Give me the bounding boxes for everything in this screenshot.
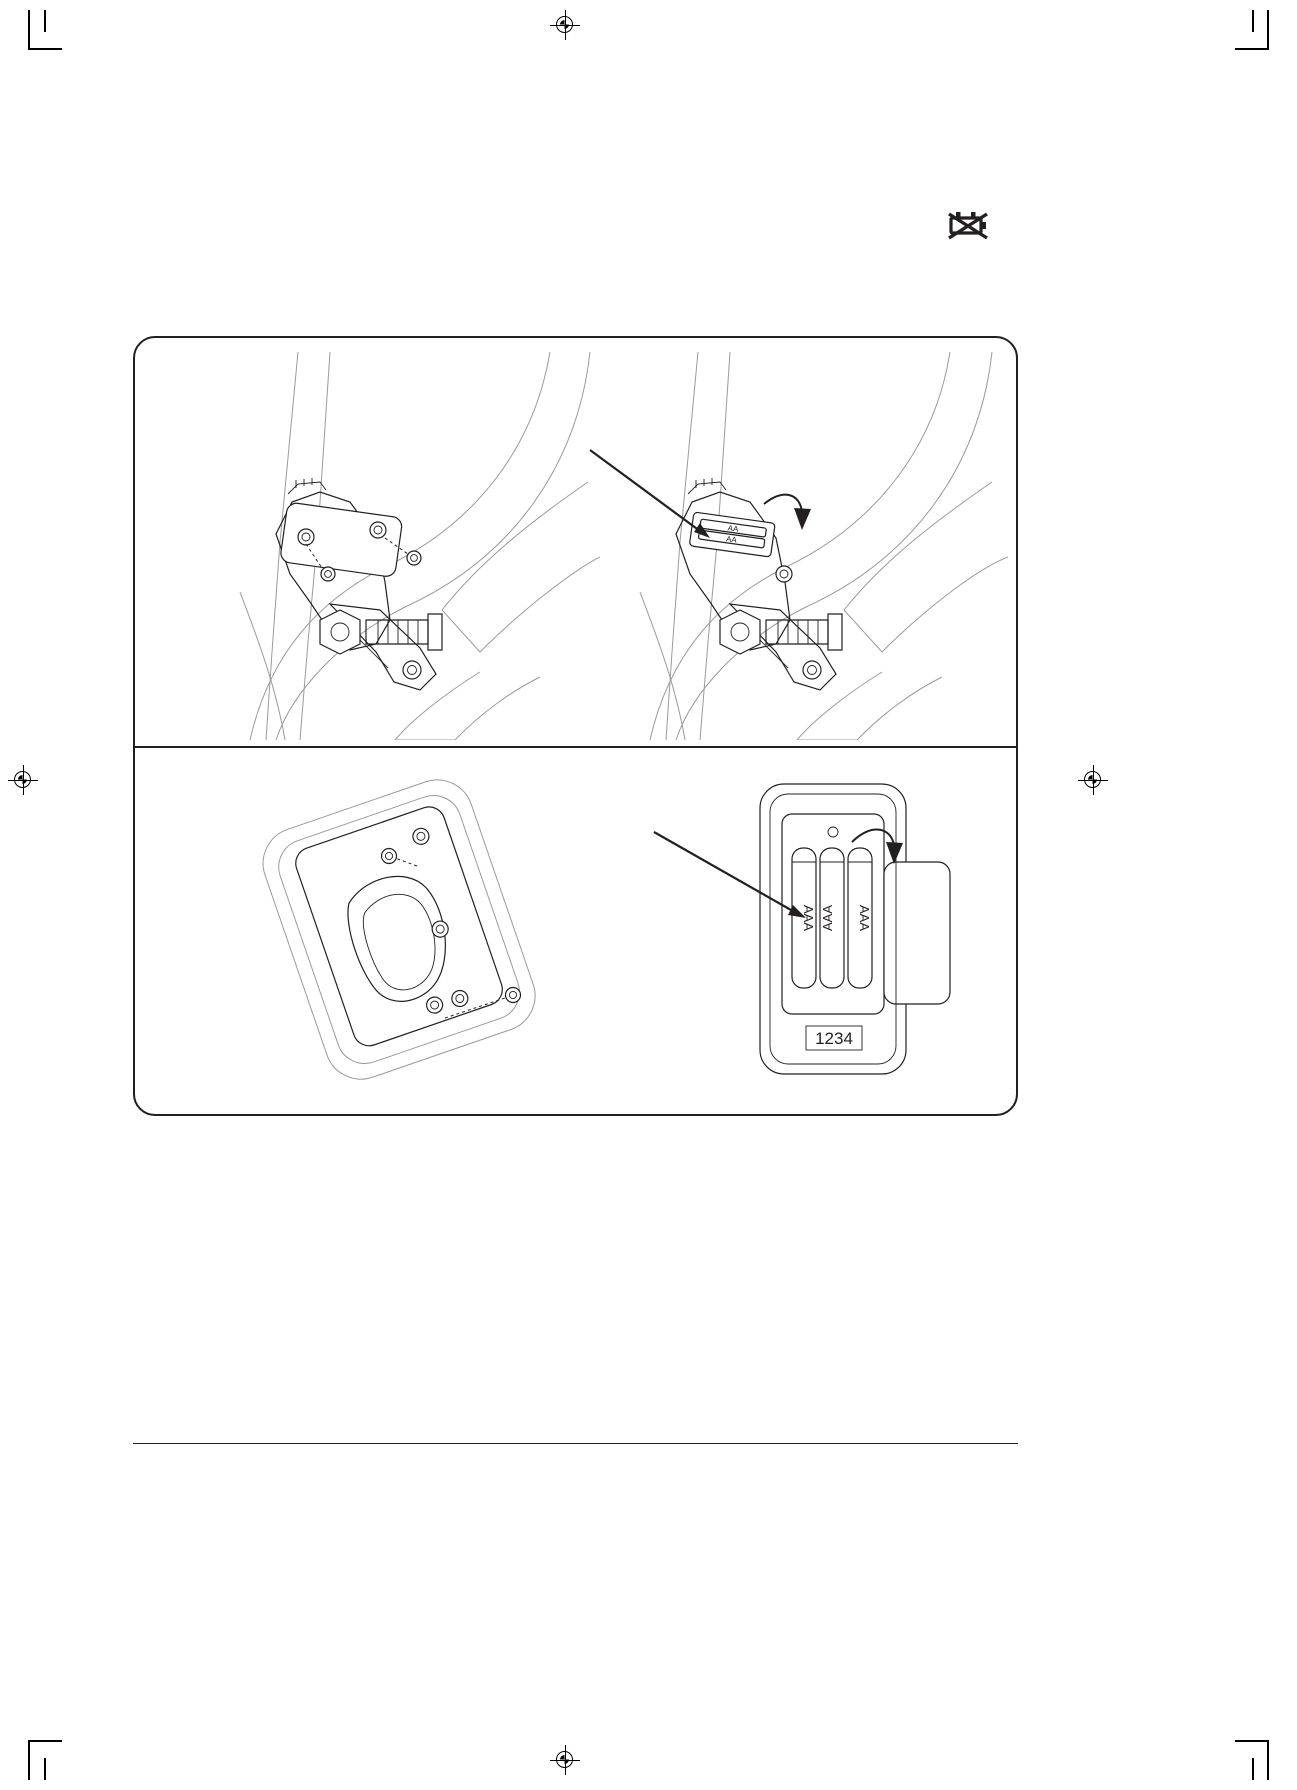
registration-mark-bottom (550, 1745, 580, 1775)
registration-mark-right (1078, 765, 1108, 795)
no-battery-icon (945, 205, 991, 245)
crop-mark-top-right (1235, 10, 1269, 50)
panel-brake-caliper-battery-insertion (568, 352, 1008, 740)
footer-rule (133, 1443, 1018, 1444)
battery-label-center: AAA (820, 904, 835, 932)
registration-mark-left (8, 765, 38, 795)
crop-mark-bottom-right (1235, 1740, 1269, 1780)
crop-mark-top-left (28, 10, 62, 50)
crop-mark-bottom-left (28, 1740, 62, 1780)
code-plate-label: 1234 (815, 1029, 853, 1048)
leader-line-aaa-battery-bay (654, 832, 798, 914)
panel-remote-housing-screw-removal (255, 770, 585, 1100)
battery-polarity-label-bottom: AA (725, 534, 738, 545)
battery-label-left: AAA (801, 904, 816, 932)
battery-label-right: AAA (857, 904, 872, 932)
figure-divider (133, 746, 1018, 748)
leader-line-battery-compartment (590, 450, 704, 534)
panel-brake-caliper-battery-cover-removal (180, 352, 600, 740)
panel-remote-battery-insertion (640, 770, 1010, 1100)
battery-polarity-label-top: AA (727, 523, 739, 534)
registration-mark-top (550, 10, 580, 40)
